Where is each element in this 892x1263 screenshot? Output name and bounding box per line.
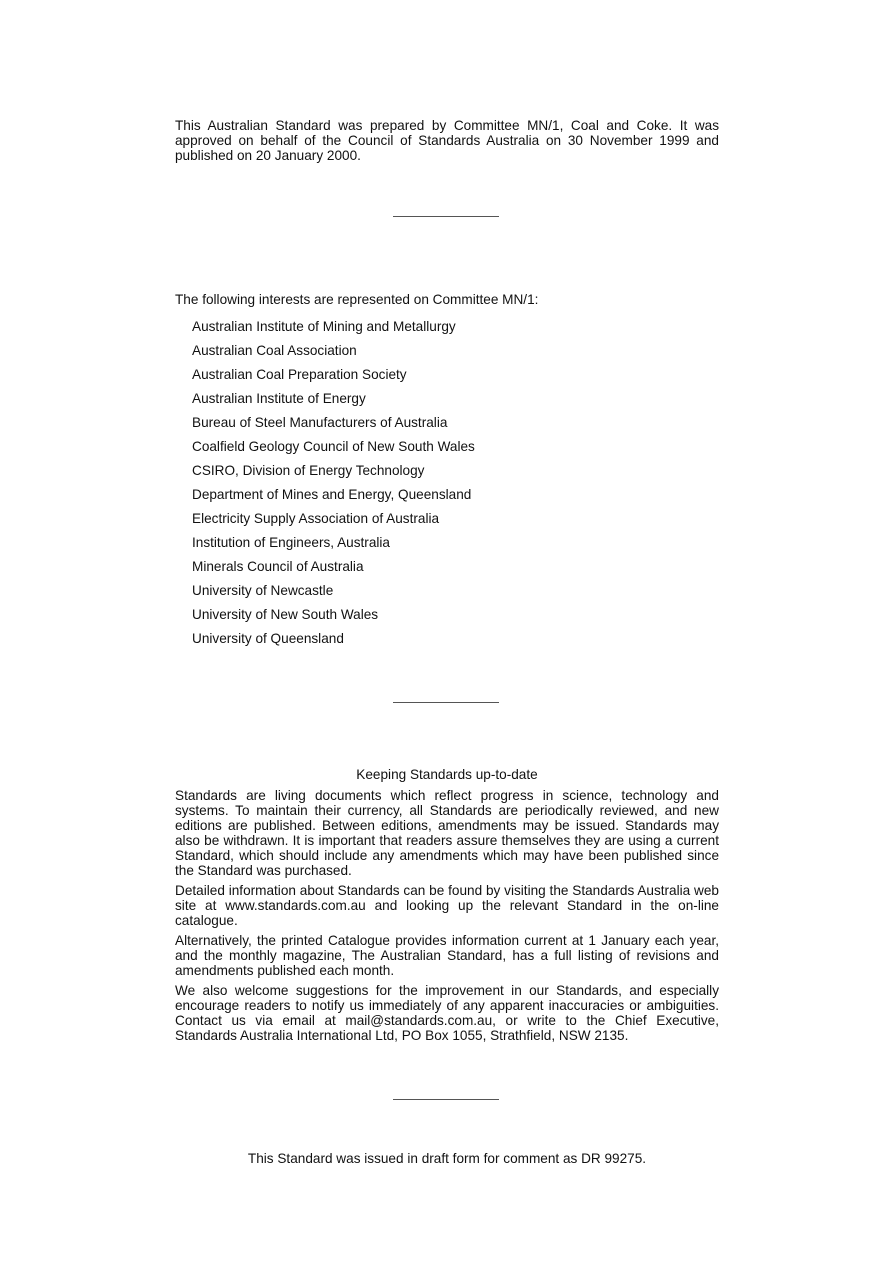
list-item: Australian Institute of Energy [192, 391, 366, 406]
list-item: Electricity Supply Association of Australia [192, 511, 440, 526]
list-item: University of Queensland [192, 631, 344, 646]
keeping-up-to-date-heading: Keeping Standards up-to-date [356, 767, 538, 782]
section-divider [393, 1099, 499, 1100]
list-item: Department of Mines and Energy, Queensland [192, 487, 472, 502]
approval-section [175, 118, 719, 163]
committee-intro: The following interests are represented on Committee MN/1: [175, 292, 539, 307]
keeping-paragraph: Standards are living documents which reflect progress in science, technology and systems. To maintain their currency, all Standards are periodically reviewed, and new editions are published. Between editions, amendments may be issued. Standards may also be withdrawn. It is important that readers assure themselves they are using a current Standard, which should include any amendments which may have been published since the Standard was purchased. [175, 788, 719, 878]
list-item: Minerals Council of Australia [192, 559, 364, 574]
draft-note: This Standard was issued in draft form for comment as DR 99275. [247, 1151, 647, 1166]
keeping-paragraph: Alternatively, the printed Catalogue provides information current at 1 January each year, and the monthly magazine, The Australian Standard, has a full listing of revisions and amendments published each month. [175, 933, 719, 978]
keeping-paragraph: Detailed information about Standards can be found by visiting the Standards Australia web site at www.standards.com.au and looking up the relevant Standard in the on-line catalogue. [175, 883, 719, 928]
section-divider [393, 216, 499, 217]
list-item: Australian Institute of Mining and Metallurgy [192, 319, 456, 334]
list-item: University of New South Wales [192, 607, 379, 622]
list-item: CSIRO, Division of Energy Technology [192, 463, 425, 478]
keeping-paragraph: We also welcome suggestions for the improvement in our Standards, and especially encourage readers to notify us immediately of any apparent inaccuracies or ambiguities. Contact us via email at mail@standards.com.au, or write to the Chief Executive, Standards Australia International Ltd, PO Box 1055, Strathfield, NSW 2135. [175, 983, 719, 1043]
keeping-up-to-date-section [175, 788, 719, 1048]
list-item: Australian Coal Association [192, 343, 357, 358]
list-item: University of Newcastle [192, 583, 334, 598]
list-item: Australian Coal Preparation Society [192, 367, 407, 382]
list-item: Institution of Engineers, Australia [192, 535, 390, 550]
approval-paragraph: This Australian Standard was prepared by Committee MN/1, Coal and Coke. It was approved on behalf of the Council of Standards Australia on 30 November 1999 and published on 20 January 2000. [175, 118, 719, 163]
section-divider [393, 702, 499, 703]
list-item: Coalfield Geology Council of New South Wales [192, 439, 475, 454]
committee-members-list [192, 315, 475, 651]
list-item: Bureau of Steel Manufacturers of Australia [192, 415, 448, 430]
